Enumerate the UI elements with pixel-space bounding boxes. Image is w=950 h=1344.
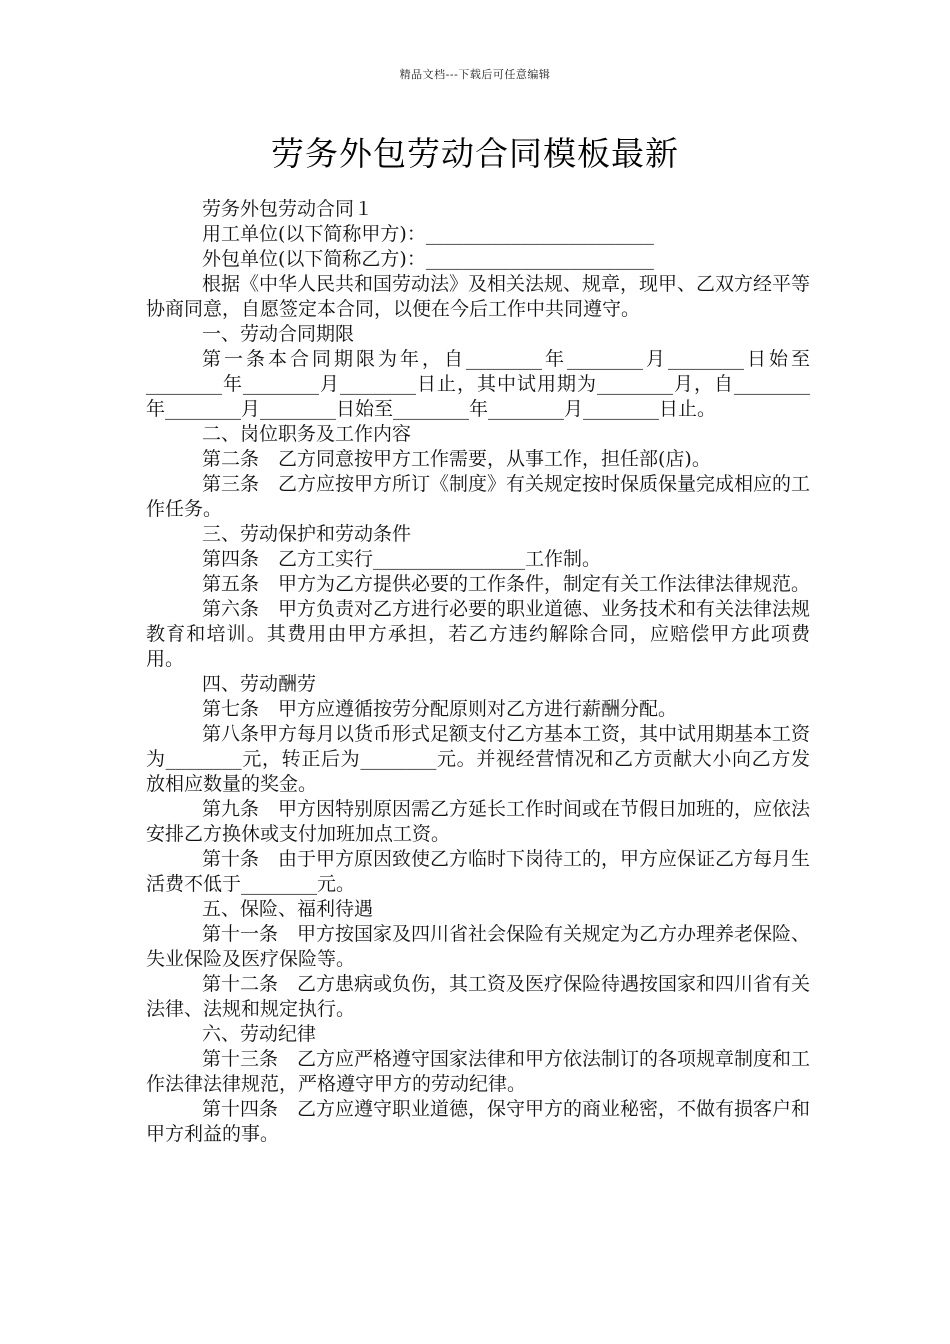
article-4: 第四条 乙方工实行________________工作制。 xyxy=(202,548,602,570)
paragraph-party-b: 外包单位(以下简称乙方)：________________________ xyxy=(202,248,654,270)
article-14: 第十四条 乙方应遵守职业道德，保守甲方的商业秘密，不做有损客户和甲方利益的事。 xyxy=(146,1098,811,1145)
paragraph-party-a: 用工单位(以下简称甲方)：________________________ xyxy=(202,223,654,245)
article-3: 第三条 乙方应按甲方所订《制度》有关规定按时保质保量完成相应的工作任务。 xyxy=(146,473,811,520)
article-5: 第五条 甲方为乙方提供必要的工作条件，制定有关工作法律法律规范。 xyxy=(202,573,811,595)
article-8: 第八条甲方每月以货币形式足额支付乙方基本工资，其中试用期基本工资为________元，转正后为________元。并视经营情况和乙方贡献大小向乙方发放相应数量的奖金。 xyxy=(146,723,811,795)
article-13: 第十三条 乙方应严格遵守国家法律和甲方依法制订的各项规章制度和工作法律法律规范，严格遵守甲方的劳动纪律。 xyxy=(146,1048,811,1095)
section-heading-remuneration: 四、劳动酬劳 xyxy=(202,673,317,695)
article-12: 第十二条 乙方患病或负伤，其工资及医疗保险待遇按国家和四川省有关法律、法规和规定执行。 xyxy=(146,973,811,1020)
article-10: 第十条 由于甲方原因致使乙方临时下岗待工的，甲方应保证乙方每月生活费不低于________元。 xyxy=(146,848,811,895)
article-2: 第二条 乙方同意按甲方工作需要，从事工作，担任部(店)。 xyxy=(202,448,711,470)
article-9: 第九条 甲方因特别原因需乙方延长工作时间或在节假日加班的，应依法安排乙方换休或支付加班加点工资。 xyxy=(146,798,811,845)
paragraph-contract-name: 劳务外包劳动合同１ xyxy=(202,198,374,220)
page-header-note: 精品文档---下载后可任意编辑 xyxy=(399,68,551,81)
paragraph-preamble: 根据《中华人民共和国劳动法》及相关法规、规章，现甲、乙双方经平等协商同意，自愿签定本合同，以便在今后工作中共同遵守。 xyxy=(146,273,811,320)
document-body xyxy=(146,197,810,1147)
article-1: 第一条本合同期限为年，自________年________月________日始至________年________月________日止，其中试用期为________月，自________年________月________日始至________年________月________日止。 xyxy=(146,348,810,420)
article-7: 第七条 甲方应遵循按劳分配原则对乙方进行薪酬分配。 xyxy=(202,698,678,720)
section-heading-term: 一、劳动合同期限 xyxy=(202,323,355,345)
section-heading-protection: 三、劳动保护和劳动条件 xyxy=(202,523,412,545)
section-heading-duties: 二、岗位职务及工作内容 xyxy=(202,423,412,445)
article-11: 第十一条 甲方按国家及四川省社会保险有关规定为乙方办理养老保险、失业保险及医疗保险等。 xyxy=(146,923,811,970)
document-title: 劳务外包劳动合同模板最新 xyxy=(271,134,679,173)
article-6: 第六条 甲方负责对乙方进行必要的职业道德、业务技术和有关法律法规教育和培训。其费用由甲方承担，若乙方违约解除合同，应赔偿甲方此项费用。 xyxy=(146,598,811,670)
section-heading-discipline: 六、劳动纪律 xyxy=(202,1023,317,1045)
section-heading-insurance: 五、保险、福利待遇 xyxy=(202,898,374,920)
